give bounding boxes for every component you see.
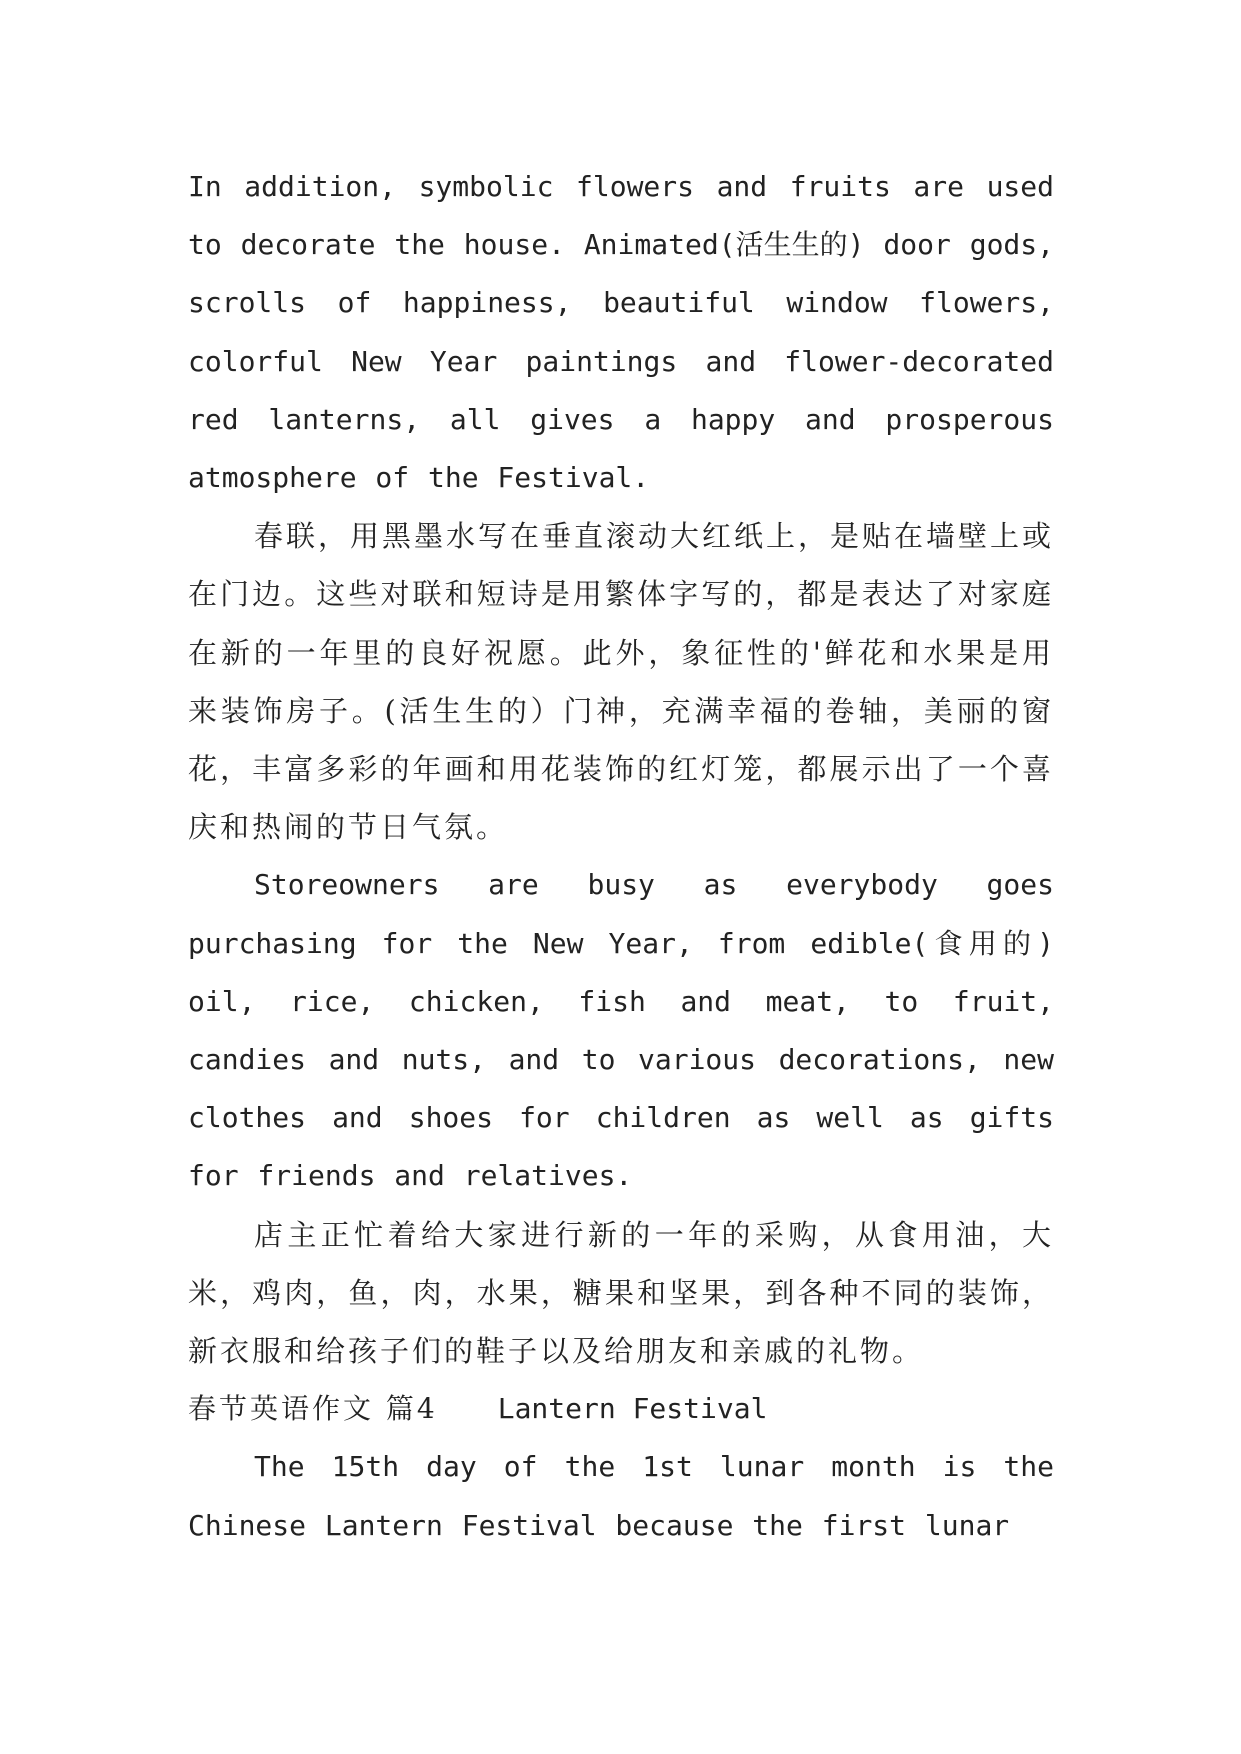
document-body — [188, 158, 1054, 1555]
paragraph-storeowners-chinese: 店主正忙着给大家进行新的一年的采购，从食用油，大米，鸡肉，鱼，肉，水果，糖果和坚果，到各种不同的装饰，新衣服和给孩子们的鞋子以及给朋友和亲戚的礼物。 — [188, 1217, 1054, 1369]
paragraph-decoration-english: In addition, symbolic flowers and fruits are used to decorate the house. Animated(活生生的) door gods, scrolls of happiness, beautiful window flowers, colorful New Year paintings and flower-decorated red lanterns, all gives a happy and prosperous atmosphere of the Festival. — [188, 170, 1054, 495]
section-heading-title: 春节英语作文 篇4 — [188, 1392, 438, 1426]
paragraph-lantern-festival-english: The 15th day of the 1st lunar month is the Chinese Lantern Festival because the first lunar — [188, 1450, 1054, 1542]
section-heading — [188, 1380, 1054, 1438]
section-heading-subtitle: Lantern Festival — [497, 1392, 768, 1426]
paragraph-spring-couplets-chinese: 春联，用黑墨水写在垂直滚动大红纸上，是贴在墙壁上或在门边。这些对联和短诗是用繁体字写的，都是表达了对家庭在新的一年里的良好祝愿。此外，象征性的'鲜花和水果是用来装饰房子。(活生生的）门神，充满幸福的卷轴，美丽的窗花，丰富多彩的年画和用花装饰的红灯笼，都展示出了一个喜庆和热闹的节日气氛。 — [188, 519, 1055, 845]
paragraph-storeowners-english: Storeowners are busy as everybody goes purchasing for the New Year, from edible(食用的) oil, rice, chicken, fish and meat, to fruit, candies and nuts, and to various decorations, new clothes and shoes for children as well as gifts for friends and relatives. — [188, 868, 1054, 1193]
